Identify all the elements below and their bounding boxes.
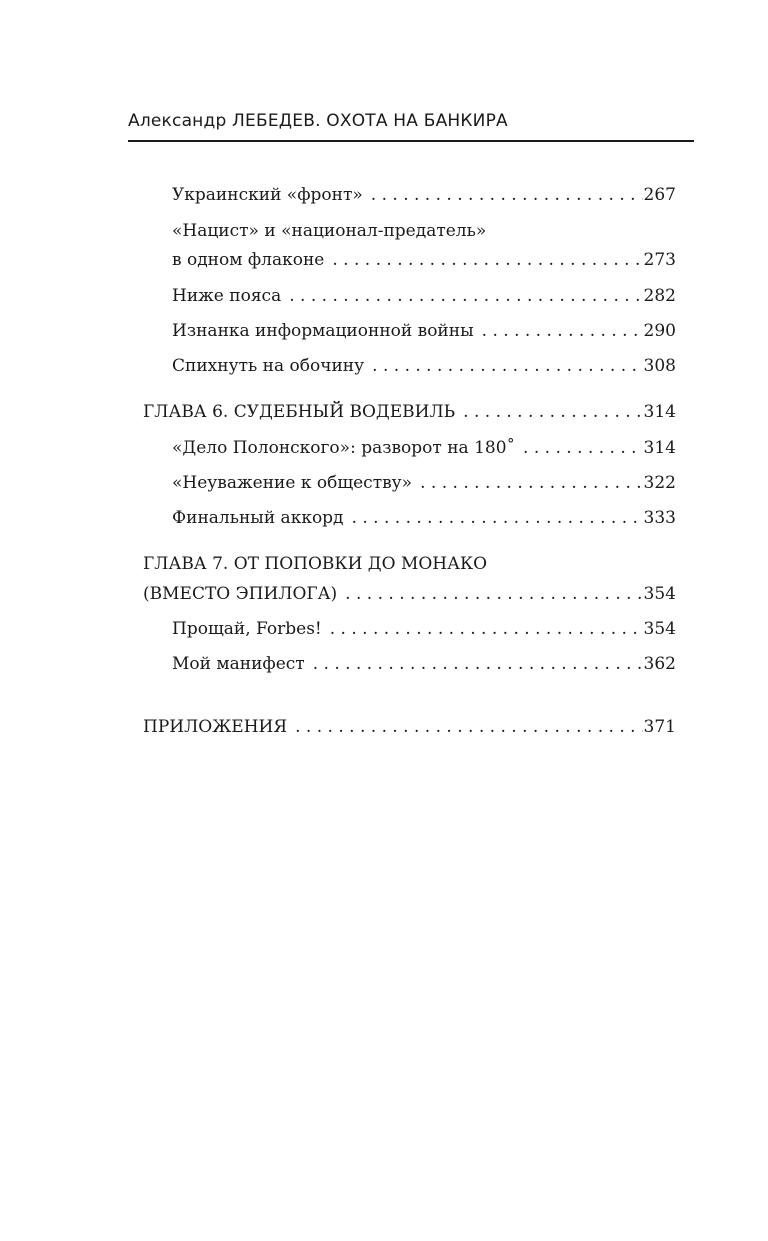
- dot-leader: [523, 437, 643, 459]
- toc-entry-title: в одном флаконе: [172, 250, 325, 270]
- toc-entry: [172, 355, 676, 377]
- toc-chapter-entry: [143, 583, 676, 605]
- toc-entry-title: Украинский «фронт»: [172, 185, 363, 205]
- toc-entry-page: 314: [643, 438, 676, 458]
- toc-entry: [172, 653, 676, 675]
- toc-entry-title: ПРИЛОЖЕНИЯ: [143, 717, 288, 737]
- running-head-text: Александр ЛЕБЕДЕВ. ОХОТА НА БАНКИРА: [128, 111, 508, 131]
- toc-entry: [172, 249, 676, 271]
- toc-entry-page: 282: [643, 286, 676, 306]
- toc-entry-title: (ВМЕСТО ЭПИЛОГА): [143, 584, 338, 604]
- toc-entry: [172, 507, 676, 529]
- dot-leader: [313, 653, 643, 675]
- toc-chapter-entry: [143, 401, 676, 423]
- toc-entry-page: 308: [643, 356, 676, 376]
- toc-entry-title: Мой манифест: [172, 654, 305, 674]
- dot-leader: [371, 184, 643, 206]
- toc-entry-page: 267: [643, 185, 676, 205]
- toc-entry-page: 371: [643, 717, 676, 737]
- toc-entry-page: 290: [643, 321, 676, 341]
- toc-entry-title: Ниже пояса: [172, 286, 282, 306]
- toc-entry-page: 322: [643, 473, 676, 493]
- toc-entry: [172, 618, 676, 640]
- toc-entry-title: Прощай, Forbes!: [172, 619, 322, 639]
- toc-chapter-entry: [143, 716, 676, 738]
- toc-entry: [172, 437, 676, 459]
- toc-entry-page: 362: [643, 654, 676, 674]
- toc-entry-title-line1: «Нацист» и «национал-предатель»: [172, 221, 487, 241]
- toc-entry-page: 314: [643, 402, 676, 422]
- dot-leader: [482, 320, 643, 342]
- dot-leader: [289, 285, 642, 307]
- toc-entry-page: 354: [643, 584, 676, 604]
- toc-entry-title: «Дело Полонского»: разворот на 180˚: [172, 438, 516, 458]
- toc-entry-title: «Неуважение к обществу»: [172, 473, 413, 493]
- dot-leader: [463, 401, 642, 423]
- toc-entry: [172, 184, 676, 206]
- dot-leader: [332, 249, 642, 271]
- dot-leader: [420, 472, 642, 494]
- toc-entry-title: ГЛАВА 6. СУДЕБНЫЙ ВОДЕВИЛЬ: [143, 402, 456, 422]
- toc-entry-page: 354: [643, 619, 676, 639]
- toc-entry: [172, 472, 676, 494]
- toc-entry-page: 273: [643, 250, 676, 270]
- dot-leader: [295, 716, 642, 738]
- toc-entry-title: Финальный аккорд: [172, 508, 344, 528]
- toc-entry-title: Спихнуть на обочину: [172, 356, 365, 376]
- toc-entry-page: 333: [643, 508, 676, 528]
- dot-leader: [330, 618, 643, 640]
- toc-entry-title: Изнанка информационной войны: [172, 321, 474, 341]
- dot-leader: [372, 355, 642, 377]
- toc-entry-title-line1: ГЛАВА 7. ОТ ПОПОВКИ ДО МОНАКО: [143, 554, 488, 574]
- toc-entry: [172, 285, 676, 307]
- dot-leader: [345, 583, 642, 605]
- toc-entry: [172, 320, 676, 342]
- dot-leader: [352, 507, 643, 529]
